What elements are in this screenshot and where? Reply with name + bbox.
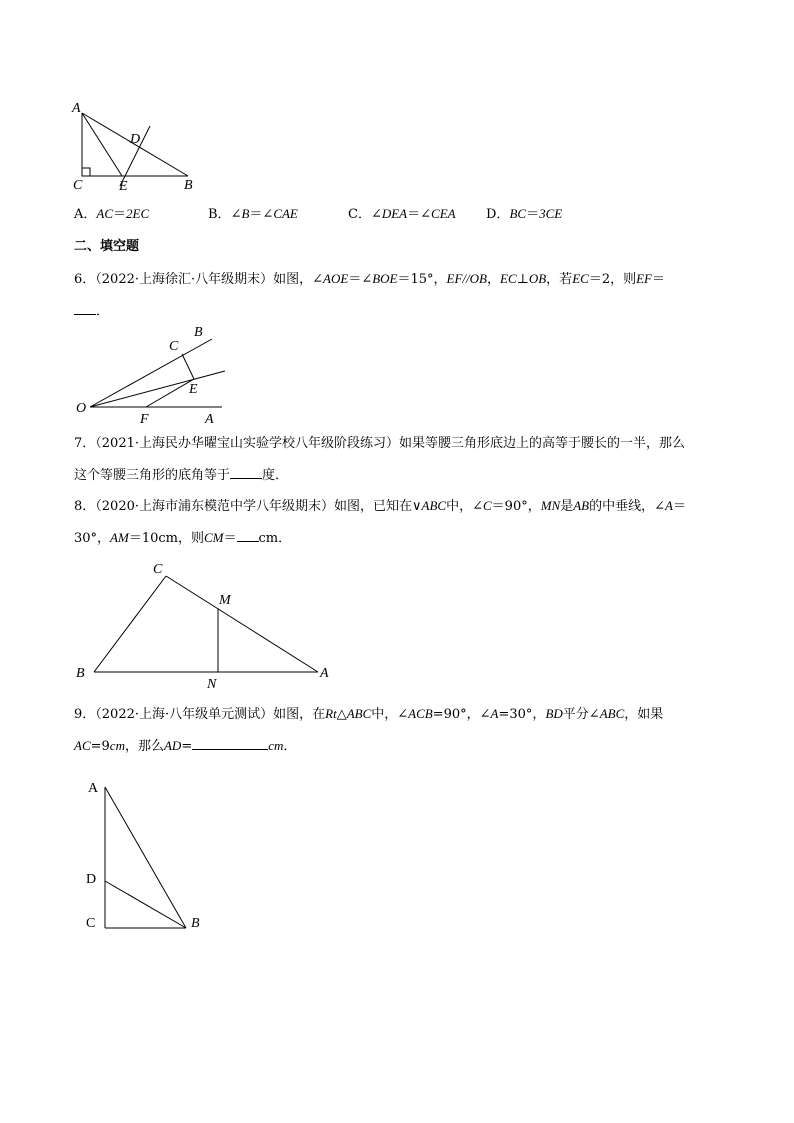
label-a: A [320,666,329,681]
q6-line2: ． [74,302,109,321]
figure-q6 [70,322,240,427]
q9-line2: AC=9cm，那么AD= cm． [74,738,297,754]
figure-q9 [80,775,220,940]
q6-line1: 6．（2022·上海徐汇·八年级期末）如图，∠AOE＝∠BOE＝15°，EF//OB，EC⊥OB，若EC＝2，则EF＝ [74,271,665,287]
label-a: A [88,781,99,796]
label-d: D [130,132,141,147]
figure-q5 [70,98,200,193]
q5-option-a[interactable]: A．AC＝2EC [74,206,150,222]
q8-line1: 8．（2020·上海市浦东模范中学八年级期末）如图，已知在∨ABC中，∠C＝90°，MN是AB的中垂线，∠A＝ [74,498,686,514]
q5-options [74,205,562,224]
q6-answer-blank[interactable] [74,302,96,315]
q5-option-b[interactable]: B．∠B＝∠CAE [208,206,298,222]
q9-answer-blank[interactable] [192,737,268,750]
label-d: D [86,872,97,887]
label-c: C [153,562,163,577]
q7-line2: 这个等腰三角形的底角等于 度． [74,468,289,483]
label-n: N [207,677,217,692]
label-b: B [76,666,85,681]
q7-line1: 7．（2021·上海民办华曜宝山实验学校八年级阶段练习）如果等腰三角形底边上的高等于腰长的一半，那么 [74,436,685,451]
label-e: E [189,382,198,397]
label-f: F [140,412,149,427]
label-c: C [86,916,96,931]
q8-answer-blank[interactable] [237,529,259,542]
label-m: M [219,593,231,608]
label-b: B [184,178,193,193]
label-b: B [194,325,203,340]
label-a: A [72,101,81,116]
q7-answer-blank[interactable] [230,466,262,479]
label-o: O [76,401,87,416]
q9-line1: 9．（2022·上海·八年级单元测试）如图，在Rt△ABC中，∠ACB=90°，∠A=30°，BD平分∠ABC，如果 [74,706,664,722]
label-e: E [119,179,128,194]
q5-option-d[interactable]: D．BC＝3CE [486,206,563,222]
figure-q8 [70,556,340,691]
section-title: 二、填空题 [74,239,140,254]
label-c: C [73,178,83,193]
label-c: C [169,339,179,354]
q8-line2: 30°，AM＝10cm，则CM＝ cm． [74,530,292,546]
label-a: A [205,412,214,427]
q5-option-c[interactable]: C．∠DEA＝∠CEA [348,206,456,222]
label-b: B [191,916,200,931]
